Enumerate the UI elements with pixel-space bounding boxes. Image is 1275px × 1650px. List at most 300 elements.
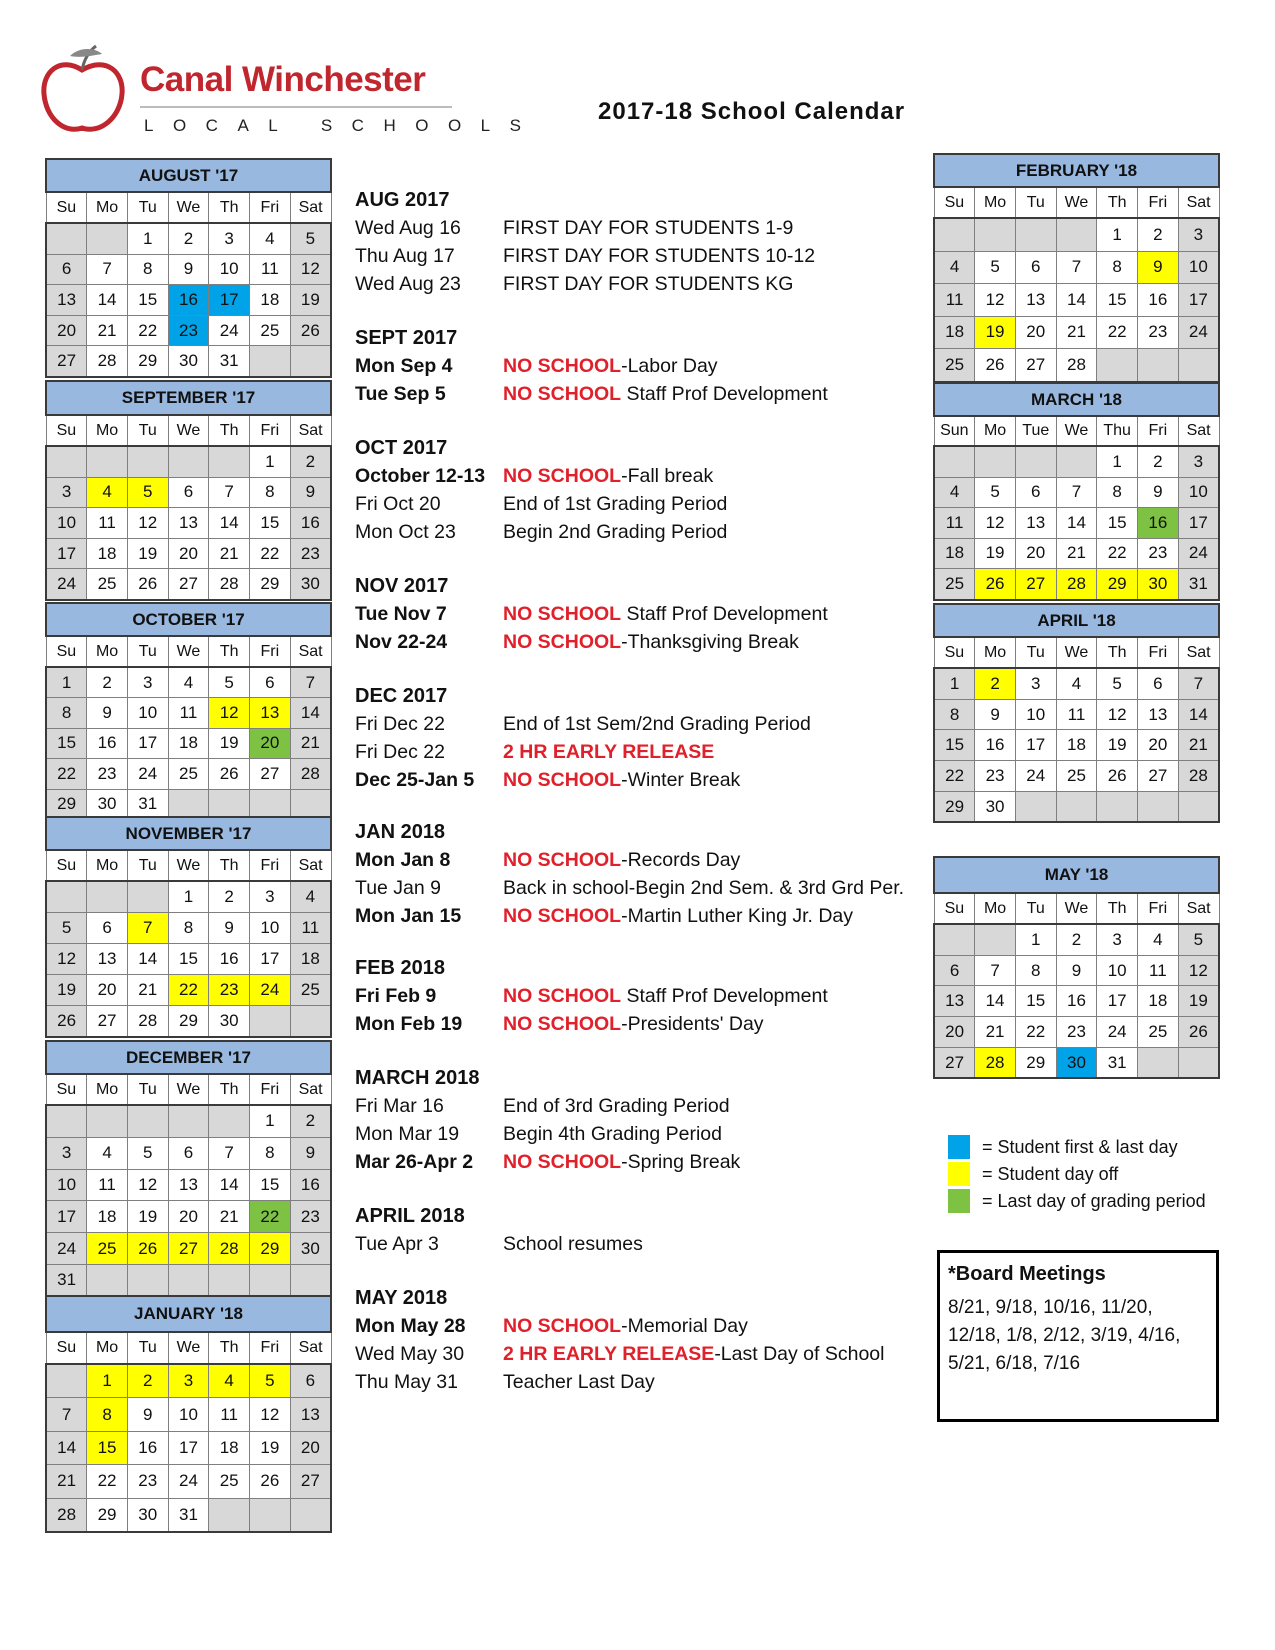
calendar-day: 19 [127,538,168,569]
calendar-day: 10 [46,1169,87,1201]
calendar-day: 12 [1178,955,1219,986]
event-highlight: NO SCHOOL [503,355,622,377]
event-month-block [355,1064,915,1176]
calendar-day: 4 [209,1364,250,1398]
event-text: School resumes [503,1233,643,1255]
calendar-day: 8 [46,698,87,728]
event-month-title: JAN 2018 [355,821,446,843]
calendar-day: 27 [168,1233,209,1265]
calendar-empty-cell [250,1264,291,1296]
calendar-day: 20 [934,1017,975,1048]
event-highlight: NO SCHOOL [503,905,622,927]
event-date: Wed May 30 [355,1343,465,1365]
calendar-day: 10 [1178,251,1219,284]
calendar-day: 22 [1097,316,1138,349]
weekday-header: Fri [1138,637,1179,668]
calendar-day: 11 [168,698,209,728]
calendar-day: 18 [934,316,975,349]
event-date: Mon Jan 15 [355,905,462,927]
calendar-day: 18 [1056,730,1097,761]
event-month-block [355,186,915,298]
calendar-day: 30 [87,789,128,820]
calendar-day: 2 [87,667,128,698]
calendar-day: 2 [168,223,209,254]
calendar-day: 10 [1015,699,1056,730]
calendar-day: 25 [168,759,209,789]
event-text: -Labor Day [621,355,718,377]
calendar-day: 18 [87,538,128,569]
weekday-header: Su [46,415,87,446]
calendar-day: 13 [168,1169,209,1201]
calendar-day: 7 [209,477,250,508]
calendar-aug [45,158,332,378]
calendar-day: 6 [934,955,975,986]
calendar-day: 9 [290,477,331,508]
logo-subtitle: LOCAL SCHOOLS [144,116,541,135]
calendar-sep [45,380,332,601]
calendar-day: 1 [1097,218,1138,251]
calendar-feb [933,153,1220,383]
calendar-empty-cell [87,881,128,913]
calendar-day: 30 [290,1233,331,1265]
calendar-day: 11 [934,508,975,539]
calendar-day: 6 [1138,668,1179,699]
calendar-empty-cell [1015,446,1056,477]
calendar-empty-cell [934,924,975,955]
weekday-header: Th [209,192,250,223]
event-description [503,874,904,902]
event-month-title: MAY 2018 [355,1287,448,1309]
weekday-header: Su [934,893,975,924]
calendar-day: 24 [168,1465,209,1498]
calendar-day: 16 [290,508,331,539]
calendar-day: 3 [1097,924,1138,955]
calendar-day: 27 [290,1465,331,1498]
weekday-header: Thu [1097,416,1138,446]
calendar-day: 21 [1178,730,1219,761]
event-text: -Spring Break [621,1151,741,1173]
calendar-day: 25 [290,975,331,1006]
event-date: Mon Jan 8 [355,849,451,871]
calendar-day: 26 [250,1465,291,1498]
calendar-day: 1 [168,881,209,913]
calendar-day: 15 [127,285,168,316]
calendar-day: 20 [1015,538,1056,569]
calendar-day: 22 [87,1465,128,1498]
weekday-header: We [1056,893,1097,924]
calendar-day: 29 [127,346,168,377]
event-date: Tue Sep 5 [355,383,446,405]
calendar-day: 30 [127,1498,168,1532]
calendar-day: 28 [1056,349,1097,382]
event-description [503,380,828,408]
weekday-header: Th [1097,637,1138,668]
calendar-day: 17 [168,1431,209,1464]
weekday-header: Mo [975,416,1016,446]
calendar-day: 12 [1097,699,1138,730]
calendar-day: 17 [1178,284,1219,317]
calendar-day: 31 [1178,569,1219,600]
calendar-empty-cell [250,346,291,377]
calendar-empty-cell [934,446,975,477]
calendar-day: 25 [209,1465,250,1498]
weekday-header: We [1056,416,1097,446]
event-month-block [355,324,915,408]
event-date: Dec 25-Jan 5 [355,769,475,791]
calendar-day: 17 [46,1201,87,1233]
weekday-header: Th [209,415,250,446]
calendar-day: 22 [127,315,168,346]
weekday-header: Th [209,1074,250,1105]
event-description [503,738,714,766]
event-description [503,600,828,628]
calendar-day: 29 [87,1498,128,1532]
calendar-empty-cell [1015,218,1056,251]
event-month-title: OCT 2017 [355,437,448,459]
weekday-header: Mo [87,415,128,446]
legend-swatch [948,1135,970,1159]
calendar-day: 4 [168,667,209,698]
calendar-day: 23 [1138,538,1179,569]
event-text: FIRST DAY FOR STUDENTS 1-9 [503,217,794,239]
calendar-day: 3 [250,881,291,913]
calendar-day: 1 [250,446,291,477]
calendar-day: 20 [250,728,291,758]
calendar-day: 29 [250,1233,291,1265]
calendar-day: 5 [127,477,168,508]
event-text: Begin 2nd Grading Period [503,521,728,543]
board-meeting-line: 12/18, 1/8, 2/12, 3/19, 4/16, [948,1325,1181,1346]
calendar-day: 28 [209,1233,250,1265]
event-description [503,1230,643,1258]
calendar-day: 12 [975,284,1016,317]
weekday-header: Th [209,850,250,881]
calendar-day: 17 [1015,730,1056,761]
event-description [503,242,815,270]
calendar-day: 20 [87,975,128,1006]
calendar-dec [45,1040,332,1298]
event-row [355,710,915,738]
event-text: -Martin Luther King Jr. Day [621,905,854,927]
event-month-title: DEC 2017 [355,685,448,707]
board-meeting-line: 8/21, 9/18, 10/16, 11/20, [948,1297,1153,1318]
event-row [355,982,915,1010]
calendar-day: 1 [934,668,975,699]
weekday-header: Sat [290,636,331,667]
calendar-day: 6 [168,477,209,508]
weekday-header: Sat [290,192,331,223]
event-date: Fri Feb 9 [355,985,437,1007]
calendar-day: 23 [127,1465,168,1498]
weekday-header: Tu [127,415,168,446]
calendar-empty-cell [1178,1047,1219,1078]
event-month-title: NOV 2017 [355,575,449,597]
calendar-day: 24 [46,1233,87,1265]
event-text: Staff Prof Development [621,383,828,405]
calendar-day: 1 [46,667,87,698]
event-month-title: FEB 2018 [355,957,446,979]
calendar-day: 20 [168,538,209,569]
weekday-header: Tu [127,192,168,223]
weekday-header: Su [46,850,87,881]
calendar-empty-cell [87,1264,128,1296]
board-meetings-title: *Board Meetings [948,1263,1106,1285]
calendar-day: 16 [975,730,1016,761]
calendar-day: 9 [209,913,250,944]
event-text: -Records Day [621,849,741,871]
event-month-block [355,682,915,794]
calendar-day: 17 [209,285,250,316]
calendar-day: 15 [250,1169,291,1201]
weekday-header: We [168,636,209,667]
calendar-day: 12 [46,944,87,975]
calendar-apr [933,603,1220,823]
calendar-day: 25 [934,349,975,382]
calendar-empty-cell [168,1264,209,1296]
calendar-day: 18 [250,285,291,316]
calendar-day: 15 [168,944,209,975]
calendar-day: 14 [975,986,1016,1017]
calendar-day: 27 [1138,761,1179,792]
calendar-empty-cell [168,1105,209,1137]
calendar-empty-cell [1138,349,1179,382]
calendar-day: 4 [87,1137,128,1169]
calendar-day: 17 [127,728,168,758]
calendar-day: 8 [1097,477,1138,508]
event-row [355,1230,915,1258]
calendar-empty-cell [46,1364,87,1398]
calendar-day: 27 [46,346,87,377]
calendar-day: 13 [46,285,87,316]
weekday-header: Fri [250,192,291,223]
event-row [355,518,915,546]
calendar-day: 29 [1097,569,1138,600]
calendar-day: 29 [46,789,87,820]
event-row [355,242,915,270]
calendar-day: 23 [290,538,331,569]
calendar-day: 28 [87,346,128,377]
calendar-jan [45,1295,332,1533]
board-meetings-dates [948,1294,1208,1378]
calendar-day: 26 [46,1006,87,1038]
calendar-day: 30 [168,346,209,377]
event-highlight: NO SCHOOL [503,383,622,405]
calendar-day: 7 [46,1398,87,1431]
calendar-month-title: AUGUST '17 [46,159,331,192]
calendar-day: 18 [168,728,209,758]
event-text: -Memorial Day [621,1315,748,1337]
calendar-day: 26 [1097,761,1138,792]
weekday-header: We [168,850,209,881]
event-highlight: 2 HR EARLY RELEASE [503,741,715,763]
weekday-header: Mo [975,187,1016,218]
weekday-header: Sat [1178,637,1219,668]
calendar-day: 27 [87,1006,128,1038]
calendar-empty-cell [46,223,87,254]
calendar-day: 16 [290,1169,331,1201]
weekday-header: Su [46,1074,87,1105]
calendar-empty-cell [290,1264,331,1296]
event-description [503,352,718,380]
event-text: Staff Prof Development [621,603,828,625]
calendar-empty-cell [209,446,250,477]
event-date: Mar 26-Apr 2 [355,1151,474,1173]
calendar-day: 4 [87,477,128,508]
calendar-day: 8 [127,254,168,285]
event-month-title: AUG 2017 [355,189,450,211]
calendar-day: 21 [46,1465,87,1498]
calendar-oct [45,602,332,821]
calendar-day: 20 [290,1431,331,1464]
calendar-month-title: MARCH '18 [934,383,1219,416]
event-text: End of 1st Sem/2nd Grading Period [503,713,811,735]
calendar-day: 12 [290,254,331,285]
legend-swatch [948,1162,970,1186]
calendar-empty-cell [46,1105,87,1137]
event-row [355,352,915,380]
calendar-day: 31 [46,1264,87,1296]
event-date: Wed Aug 23 [355,273,461,295]
calendar-day: 27 [934,1047,975,1078]
calendar-day: 5 [290,223,331,254]
calendar-empty-cell [87,223,128,254]
calendar-day: 9 [127,1398,168,1431]
calendar-day: 23 [1138,316,1179,349]
legend-swatch [948,1189,970,1213]
calendar-day: 14 [87,285,128,316]
calendar-day: 16 [127,1431,168,1464]
calendar-empty-cell [87,446,128,477]
calendar-day: 5 [975,477,1016,508]
calendar-day: 21 [290,728,331,758]
calendar-day: 15 [87,1431,128,1464]
calendar-day: 11 [209,1398,250,1431]
apple-logo-icon [40,42,130,137]
event-date: Mon Mar 19 [355,1123,460,1145]
event-row [355,628,915,656]
calendar-day: 24 [1097,1017,1138,1048]
calendar-day: 8 [250,1137,291,1169]
calendar-day: 31 [168,1498,209,1532]
calendar-empty-cell [127,1105,168,1137]
calendar-day: 1 [1097,446,1138,477]
weekday-header: Sat [290,1332,331,1364]
calendar-day: 5 [1097,668,1138,699]
event-row [355,462,915,490]
calendar-day: 24 [1015,761,1056,792]
calendar-day: 12 [127,508,168,539]
calendar-day: 8 [250,477,291,508]
calendar-day: 5 [250,1364,291,1398]
calendar-day: 12 [250,1398,291,1431]
calendar-nov [45,816,332,1038]
calendar-day: 9 [87,698,128,728]
calendar-empty-cell [1056,791,1097,822]
calendar-day: 13 [1015,284,1056,317]
calendar-day: 17 [46,538,87,569]
calendar-day: 19 [290,285,331,316]
calendar-day: 21 [87,315,128,346]
calendar-day: 27 [1015,349,1056,382]
event-text: Begin 4th Grading Period [503,1123,722,1145]
calendar-day: 16 [1056,986,1097,1017]
calendar-day: 26 [975,569,1016,600]
event-month-title: SEPT 2017 [355,327,458,349]
calendar-day: 22 [250,1201,291,1233]
event-description [503,1312,748,1340]
event-date: October 12-13 [355,465,486,487]
calendar-empty-cell [209,1105,250,1137]
event-description [503,462,713,490]
calendar-month-title: DECEMBER '17 [46,1041,331,1074]
calendar-day: 3 [46,477,87,508]
event-description [503,710,811,738]
calendar-day: 2 [1056,924,1097,955]
calendar-empty-cell [1138,791,1179,822]
event-month-title: MARCH 2018 [355,1067,480,1089]
weekday-header: Fri [1138,416,1179,446]
event-row [355,1368,915,1396]
calendar-day: 23 [209,975,250,1006]
calendar-empty-cell [975,924,1016,955]
event-month-block [355,434,915,546]
event-highlight: NO SCHOOL [503,1151,622,1173]
calendar-day: 13 [168,508,209,539]
calendar-day: 8 [934,699,975,730]
calendar-day: 3 [1178,446,1219,477]
calendar-day: 18 [209,1431,250,1464]
weekday-header: Mo [87,1074,128,1105]
weekday-header: Th [209,1332,250,1364]
weekday-header: Tu [127,850,168,881]
weekday-header: Fri [250,636,291,667]
weekday-header: Mo [975,637,1016,668]
event-row [355,846,915,874]
event-description [503,518,727,546]
calendar-day: 23 [87,759,128,789]
calendar-day: 4 [934,477,975,508]
event-text: Staff Prof Development [621,985,828,1007]
weekday-header: We [168,415,209,446]
weekday-header: Mo [975,893,1016,924]
calendar-day: 2 [1138,446,1179,477]
calendar-empty-cell [250,1006,291,1038]
calendar-day: 25 [1056,761,1097,792]
calendar-day: 15 [250,508,291,539]
calendar-day: 15 [46,728,87,758]
events-list [355,186,915,1396]
weekday-header: Tu [127,1332,168,1364]
event-description [503,214,793,242]
calendar-day: 7 [209,1137,250,1169]
calendar-day: 14 [209,508,250,539]
calendar-day: 2 [209,881,250,913]
event-row [355,1010,915,1038]
weekday-header: Su [46,192,87,223]
event-text: End of 3rd Grading Period [503,1095,730,1117]
calendar-day: 27 [250,759,291,789]
event-date: Tue Nov 7 [355,603,447,625]
weekday-header: Tu [127,636,168,667]
calendar-day: 9 [975,699,1016,730]
calendar-day: 2 [975,668,1016,699]
calendar-day: 10 [250,913,291,944]
calendar-day: 24 [46,569,87,600]
calendar-day: 31 [1097,1047,1138,1078]
calendar-day: 6 [1015,477,1056,508]
calendar-day: 19 [46,975,87,1006]
calendar-day: 1 [250,1105,291,1137]
